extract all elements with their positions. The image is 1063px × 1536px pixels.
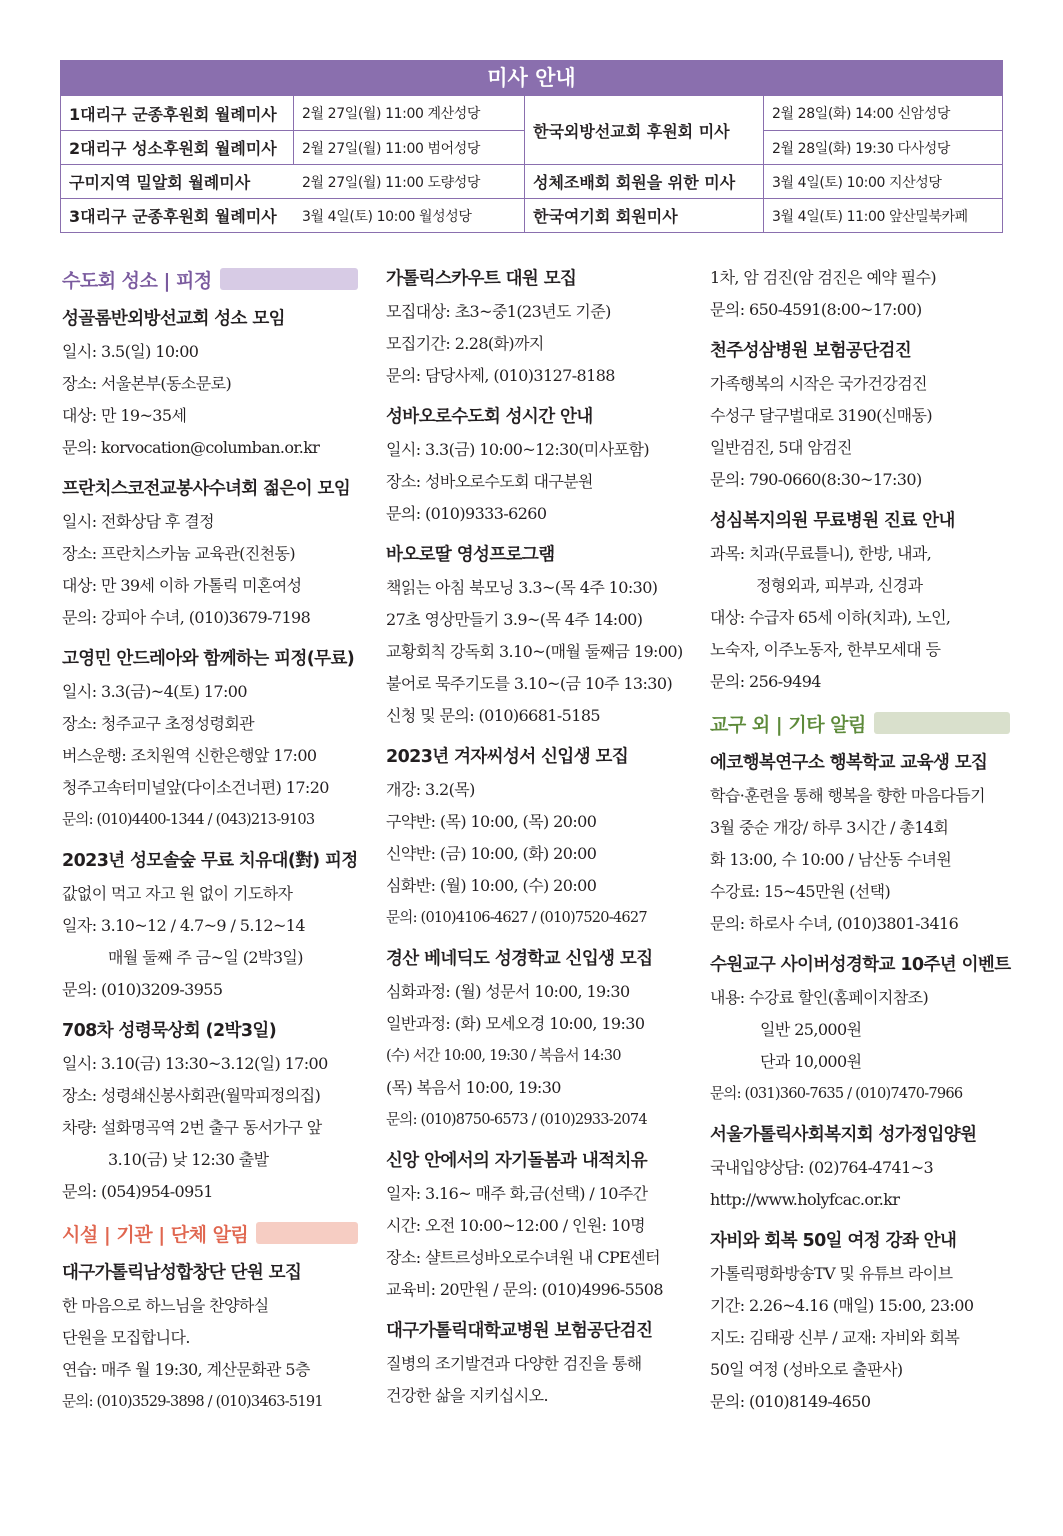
notice-title: 서울가톨릭사회복지회 성가정입양원 — [710, 1125, 977, 1145]
notice-item — [62, 302, 358, 464]
notice-item — [710, 262, 1010, 326]
mass-name: 성체조배회 회원을 위한 미사 — [525, 164, 764, 198]
notice-item — [386, 400, 686, 530]
notice-item — [710, 746, 1010, 940]
notice-line: 문의: 하로사 수녀, (010)3801-3416 — [710, 914, 959, 933]
section-bar — [874, 712, 1010, 734]
notice-line: 문의: (010)9333-6260 — [386, 504, 547, 523]
mass-name: 구미지역 밀알회 월례미사 — [61, 164, 294, 198]
notice-line: 장소: 성바오로수도회 대구분원 — [386, 472, 593, 491]
mass-when: 2월 28일(화) 19:30 다사성당 — [764, 130, 1002, 164]
mass-when: 2월 27일(월) 11:00 도량성당 — [294, 164, 525, 198]
mass-name: 2대리구 성소후원회 월례미사 — [61, 130, 294, 164]
notice-line: 구약반: (목) 10:00, (목) 20:00 — [386, 812, 597, 831]
notice-item — [62, 642, 358, 836]
notice-line: 신약반: (금) 10:00, (화) 20:00 — [386, 844, 597, 863]
notice-item — [386, 538, 686, 732]
notice-item — [710, 948, 1010, 1110]
notice-line: 문의: (010)8149-4650 — [710, 1392, 871, 1411]
notice-line: 문의: (010)4106-4627 / (010)7520-4627 — [386, 909, 647, 926]
notice-title: 천주성삼병원 보험공단검진 — [710, 341, 912, 361]
mass-grid — [61, 96, 1002, 232]
notice-line: 장소: 프란치스카눔 교육관(진천동) — [62, 544, 296, 563]
section-label: 교구 외 | 기타 알림 — [710, 713, 866, 736]
notice-line: 3.10(금) 낮 12:30 출발 — [108, 1150, 269, 1169]
section-bar — [256, 1222, 358, 1244]
notice-line: 책읽는 아침 북모닝 3.3~(목 4주 10:30) — [386, 578, 658, 597]
notice-line: 3월 중순 개강/ 하루 3시간 / 총14회 — [710, 818, 949, 837]
mass-when: 2월 28일(화) 14:00 신암성당 — [772, 106, 951, 122]
notice-line: 심화반: (월) 10:00, (수) 20:00 — [386, 876, 597, 895]
notice-line: 불어로 묵주기도를 3.10~(금 10주 13:30) — [386, 674, 673, 693]
notice-line: 일자: 3.16~ 매주 화,금(선택) / 10주간 — [386, 1184, 648, 1203]
notice-title: 성심복지의원 무료병원 진료 안내 — [710, 511, 955, 531]
notice-line: 수강료: 15~45만원 (선택) — [710, 882, 891, 901]
notice-title: 수원교구 사이버성경학교 10주년 이벤트 — [710, 955, 1011, 975]
notice-title: 자비와 회복 50일 여정 강좌 안내 — [710, 1231, 957, 1251]
notice-item — [710, 334, 1010, 496]
notice-line: 문의: (010)3209-3955 — [62, 980, 223, 999]
mass-when: 3월 4일(토) 10:00 지산성당 — [764, 164, 1002, 198]
notice-line: 국내입양상담: (02)764-4741~3 — [710, 1158, 934, 1177]
notice-line: 시간: 오전 10:00~12:00 / 인원: 10명 — [386, 1216, 645, 1235]
notice-line: 연습: 매주 월 19:30, 계산문화관 5층 — [62, 1360, 310, 1379]
notice-item — [62, 472, 358, 634]
notice-line: 장소: 샬트르성바오로수녀원 내 CPE센터 — [386, 1248, 660, 1267]
column-1 — [62, 262, 358, 1426]
notice-line: 개강: 3.2(목) — [386, 780, 475, 799]
notice-line: 매월 둘째 주 금~일 (2박3일) — [108, 948, 303, 967]
section-header — [710, 706, 1010, 740]
notice-line: 문의: 담당사제, (010)3127-8188 — [386, 366, 615, 385]
notice-list — [710, 746, 1010, 1418]
notice-line: 일반검진, 5대 암검진 — [710, 438, 852, 457]
section-header — [62, 1216, 358, 1250]
notice-title: 성바오로수도회 성시간 안내 — [386, 407, 593, 427]
notice-line: 대상: 만 19~35세 — [62, 406, 187, 425]
notice-line: 문의: 256-9494 — [710, 672, 821, 691]
notice-list — [62, 1256, 358, 1418]
notice-line: 일반과정: (화) 모세오경 10:00, 19:30 — [386, 1014, 645, 1033]
notice-line: 27초 영상만들기 3.9~(목 4주 14:00) — [386, 610, 643, 629]
mass-when: 2월 27일(월) 11:00 계산성당 — [294, 96, 525, 130]
notice-title: 에코행복연구소 행복학교 교육생 모집 — [710, 753, 988, 773]
notice-line: 50일 여정 (성바오로 출판사) — [710, 1360, 903, 1379]
notice-line: 기간: 2.26~4.16 (매일) 15:00, 23:00 — [710, 1296, 974, 1315]
mass-name: 1대리구 군종후원회 월례미사 — [61, 96, 294, 130]
mass-name: 3대리구 군종후원회 월례미사 — [61, 198, 294, 232]
notice-line: 문의: (054)954-0951 — [62, 1182, 213, 1201]
notice-line: 가톨릭평화방송TV 및 유튜브 라이브 — [710, 1264, 953, 1283]
notice-line: 대상: 만 39세 이하 가톨릭 미혼여성 — [62, 576, 302, 595]
notice-item — [386, 942, 686, 1136]
notice-line: 심화과정: (월) 성문서 10:00, 19:30 — [386, 982, 630, 1001]
notice-line: 장소: 청주교구 초정성령회관 — [62, 714, 255, 733]
notice-line: 대상: 수급자 65세 이하(치과), 노인, — [710, 608, 951, 627]
notice-line: 값없이 먹고 자고 원 없이 기도하자 — [62, 884, 293, 903]
notice-title: 신앙 안에서의 자기돌봄과 내적치유 — [386, 1151, 648, 1171]
notice-title: 대구가톨릭남성합창단 단원 모집 — [62, 1263, 302, 1283]
notice-line: 문의: (031)360-7635 / (010)7470-7966 — [710, 1085, 963, 1102]
notice-line: 노숙자, 이주노동자, 한부모세대 등 — [710, 640, 941, 659]
notice-title: 고영민 안드레아와 함께하는 피정(무료) — [62, 649, 355, 669]
notice-line: 문의: 강피아 수녀, (010)3679-7198 — [62, 608, 311, 627]
notice-line: 학습·훈련을 통해 행복을 향한 마음다듬기 — [710, 786, 985, 805]
column-2 — [386, 262, 686, 1420]
notice-item — [710, 504, 1010, 698]
mass-table — [60, 60, 1003, 233]
notice-title: 대구가톨릭대학교병원 보험공단검진 — [386, 1321, 653, 1341]
notice-item — [710, 1118, 1010, 1216]
notice-line: (수) 서간 10:00, 19:30 / 복음서 14:30 — [386, 1047, 621, 1064]
notice-line: 일시: 3.3(금)~4(토) 17:00 — [62, 682, 247, 701]
notice-line: 일반 25,000원 — [760, 1020, 862, 1039]
notice-line: 청주고속터미널앞(다이소건너편) 17:20 — [62, 778, 329, 797]
notice-title: 2023년 겨자씨성서 신입생 모집 — [386, 747, 629, 767]
notice-line: http://www.holyfcac.or.kr — [710, 1190, 900, 1209]
notice-line: 장소: 서울본부(동소문로) — [62, 374, 232, 393]
mass-table-title: 미사 안내 — [61, 61, 1002, 96]
notice-item — [62, 844, 358, 1006]
notice-line: 화 13:00, 수 10:00 / 남산동 수녀원 — [710, 850, 952, 869]
column-3 — [710, 262, 1010, 1426]
notice-line: 차량: 설화명곡역 2번 출구 동서가구 앞 — [62, 1118, 322, 1137]
notice-line: 문의: (010)8750-6573 / (010)2933-2074 — [386, 1111, 647, 1128]
notice-line: 모집대상: 초3~중1(23년도 기준) — [386, 302, 611, 321]
mass-name: 한국여기회 회원미사 — [525, 198, 764, 232]
mass-when: 3월 4일(토) 11:00 앞산밀북카페 — [764, 198, 1002, 232]
notice-line: (목) 복음서 10:00, 19:30 — [386, 1078, 561, 1097]
notice-line: 버스운행: 조치원역 신한은행앞 17:00 — [62, 746, 317, 765]
notice-line: 장소: 성령쇄신봉사회관(월막피정의집) — [62, 1086, 321, 1105]
notice-title: 708차 성령묵상회 (2박3일) — [62, 1021, 277, 1041]
section-bar — [220, 268, 358, 290]
notice-line: 질병의 조기발견과 다양한 검진을 통해 — [386, 1354, 642, 1373]
notice-line: 문의: korvocation@columban.or.kr — [62, 438, 320, 457]
notice-line: 일시: 3.10(금) 13:30~3.12(일) 17:00 — [62, 1054, 328, 1073]
notice-item — [710, 1224, 1010, 1418]
notice-line: 1차, 암 검진(암 검진은 예약 필수) — [710, 268, 937, 287]
notice-line: 한 마음으로 하느님을 찬양하실 — [62, 1296, 269, 1315]
notice-line: 일자: 3.10~12 / 4.7~9 / 5.12~14 — [62, 916, 305, 935]
notice-line: 문의: (010)4400-1344 / (043)213-9103 — [62, 811, 315, 828]
notice-line: 수성구 달구벌대로 3190(신매동) — [710, 406, 932, 425]
notice-line: 모집기간: 2.28(화)까지 — [386, 334, 544, 353]
section-header — [62, 262, 358, 296]
section-label: 수도회 성소 | 피정 — [62, 269, 212, 292]
notice-title: 프란치스코전교봉사수녀회 젊은이 모임 — [62, 479, 351, 499]
notice-line: 단과 10,000원 — [760, 1052, 862, 1071]
notice-line: 문의: (010)3529-3898 / (010)3463-5191 — [62, 1393, 323, 1410]
mass-when: 3월 4일(토) 10:00 월성성당 — [294, 198, 525, 232]
notice-list — [710, 262, 1010, 698]
notice-line: 지도: 김태광 신부 / 교재: 자비와 회복 — [710, 1328, 960, 1347]
notice-line: 내용: 수강료 할인(홈페이지참조) — [710, 988, 929, 1007]
notice-line: 가족행복의 시작은 국가건강검진 — [710, 374, 927, 393]
notice-line: 과목: 치과(무료틀니), 한방, 내과, — [710, 544, 932, 563]
notice-line: 신청 및 문의: (010)6681-5185 — [386, 706, 600, 725]
notice-item — [386, 740, 686, 934]
notice-title: 2023년 성모솔숲 무료 치유대(對) 피정 — [62, 851, 358, 871]
notice-line: 문의: 790-0660(8:30~17:30) — [710, 470, 922, 489]
mass-name: 한국외방선교회 후원회 미사 — [525, 96, 764, 164]
notice-line: 건강한 삶을 지키십시오. — [386, 1386, 549, 1405]
notice-line: 일시: 3.3(금) 10:00~12:30(미사포함) — [386, 440, 649, 459]
notice-item — [386, 1314, 686, 1412]
notice-line: 일시: 3.5(일) 10:00 — [62, 342, 199, 361]
notice-item — [62, 1014, 358, 1208]
notice-line: 문의: 650-4591(8:00~17:00) — [710, 300, 922, 319]
notice-item — [386, 262, 686, 392]
notice-list — [386, 262, 686, 1412]
section-label: 시설 | 기관 | 단체 알림 — [62, 1223, 249, 1246]
notice-line: 정형외과, 피부과, 신경과 — [756, 576, 923, 595]
notice-line: 교황회칙 강독회 3.10~(매월 둘째금 19:00) — [386, 642, 683, 661]
notice-title: 바오로딸 영성프로그램 — [386, 545, 555, 565]
notice-list — [62, 302, 358, 1208]
notice-title: 성골롬반외방선교회 성소 모임 — [62, 309, 285, 329]
mass-when: 2월 27일(월) 11:00 범어성당 — [294, 130, 525, 164]
notice-item — [62, 1256, 358, 1418]
notice-title: 경산 베네딕도 성경학교 신입생 모집 — [386, 949, 653, 969]
notice-line: 일시: 전화상담 후 결정 — [62, 512, 214, 531]
notice-title: 가톨릭스카우트 대원 모집 — [386, 269, 577, 289]
notice-line: 교육비: 20만원 / 문의: (010)4996-5508 — [386, 1280, 663, 1299]
notice-item — [386, 1144, 686, 1306]
notice-line: 단원을 모집합니다. — [62, 1328, 190, 1347]
